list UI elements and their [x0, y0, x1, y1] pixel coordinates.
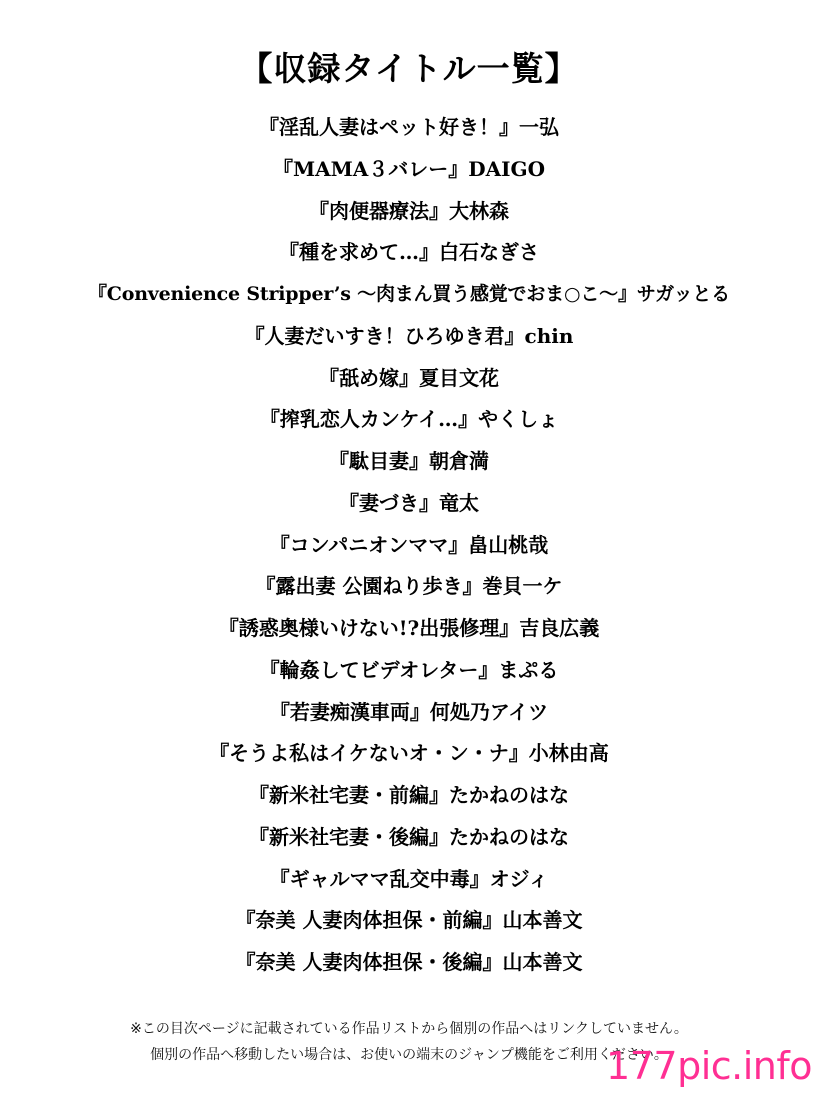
- toc-item: 『コンパニオンママ』畠山桃哉: [269, 532, 549, 557]
- watermark: 177pic.info: [606, 1044, 812, 1088]
- notice-line-2: 個別の作品へ移動したい場合は、お使いの端末のジャンプ機能をご利用ください。: [150, 1047, 668, 1063]
- toc-item: 『誘惑奥様いけない!?出張修理』吉良広義: [218, 616, 600, 640]
- toc-item: 『露出妻 公園ねり歩き』巻貝一ケ: [255, 574, 563, 599]
- toc-item: 『新米社宅妻・後編』たかねのはな: [249, 824, 569, 849]
- toc-item: 『淫乱人妻はペット好き！』一弘: [259, 115, 559, 139]
- toc-item: 『駄目妻』朝倉満: [329, 449, 489, 473]
- toc-item: 『奈美 人妻肉体担保・後編』山本善文: [235, 950, 583, 974]
- toc-item: 『舐め嫁』夏目文花: [319, 365, 499, 390]
- toc-item: 『搾乳恋人カンケイ…』やくしょ: [259, 407, 559, 432]
- toc-item: 『妻づき』竜太: [339, 490, 479, 515]
- toc-item: 『若妻痴漢車両』何処乃アイツ: [269, 699, 549, 724]
- toc-item: 『奈美 人妻肉体担保・前編』山本善文: [235, 908, 583, 933]
- toc-item: 『人妻だいすき！ひろゆき君』chin: [244, 323, 574, 348]
- toc-item: 『輪姦してビデオレター』まぷる: [259, 657, 559, 682]
- toc-item: 『MAMA３バレー』DAIGO: [272, 156, 546, 181]
- notice-line-1: ※この目次ページに記載されている作品リストから個別の作品へはリンクしていません。: [130, 1021, 688, 1037]
- toc-item: 『種を求めて…』白石なぎさ: [279, 240, 539, 265]
- toc-item: 『ギャルママ乱交中毒』オジィ: [269, 866, 549, 891]
- toc-item: 『新米社宅妻・前編』たかねのはな: [249, 783, 569, 807]
- page-title: 【収録タイトル一覧】: [239, 49, 579, 88]
- toc-item: 『肉便器療法』大林森: [309, 198, 509, 223]
- toc-item: 『Convenience Stripper’s 〜肉まん買う感覚でおま○こ〜』サガッとる: [88, 283, 730, 305]
- toc-list: [0, 107, 818, 984]
- toc-item: 『そうよ私はイケないオ・ン・ナ』小林由高: [209, 741, 609, 766]
